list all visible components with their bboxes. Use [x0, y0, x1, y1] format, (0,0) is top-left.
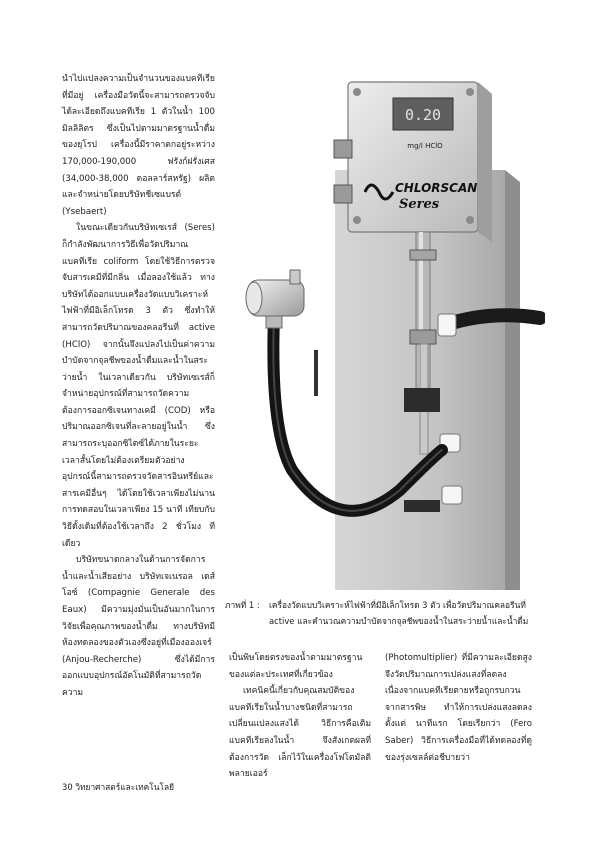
- hose-clamp: [442, 486, 462, 504]
- hose-clamp: [438, 314, 456, 336]
- paragraph: ในขณะเดียวกันบริษัทเซเรส์ (Seres) ก็กำลังพัฒนาการวิธีเพื่อวัดปริมาณแบคทีเรีย coliform โดยใช้วิธีการตรวจจับสารเคมีที่มีกลิ่น เมื่อลองใช้แล้ว ทางบริษัทได้ออกแบบเครื่องวัดแบบวิเคราะห์ไฟฟ้าที่มีอิเล็กโทรด 3 ตัว ซึ่งทำให้สามารถวัดปริมาณของคลอรีนที่ active (HClO) จากนั้นจึงแปลงไปเป็นค่าความบำบัดจากจุลชีพของน้ำดื่มและน้ำในสระว่ายน้ำ ในเวลาเดียวกัน บริษัทเซเรส์ก็จำหน่ายอุปกรณ์ที่สามารถวัดความต้องการออกซิเจนทางเคมี (COD) หรือปริมาณออกซิเจนที่ละลายอยู่ในน้ำ ซึ่งสามารถระบุออกซิไดซ์ได้ภายในระยะเวลาสั้นโดยไม่ต้องเตรียมตัวอย่าง อุปกรณ์นี้สามารถตรวจวัดสารอินทรีย์และสารเคมีอื่นๆ ได้โดยใช้เวลาเพียงไม่นาน การทดสอบในเวลาเพียง 15 นาที เทียบกับวิธีดั้งเดิมที่ต้องใช้เวลาถึง 2 ชั่วโมง ทีเดียว: [62, 223, 215, 549]
- right-text-column: [385, 650, 532, 766]
- tube-fitting: [410, 250, 436, 260]
- left-text-column: [62, 71, 215, 702]
- figure-caption: [225, 598, 545, 629]
- cable-gland: [334, 185, 352, 203]
- caption-label: ภาพที่ 1 :: [225, 600, 260, 610]
- middle-text-column: [229, 650, 371, 783]
- tube-fitting: [410, 330, 436, 344]
- brand-sub: Seres: [399, 197, 440, 212]
- paragraph: (Photomultiplier) ที่มีความละเอียดสูงจึงวัดปริมาณการเปล่งแสงที่ลดลง เนื่องจากแบคทีเรียตายหรือถูกรบกวนจากสารพิษ ทำให้การเปล่งแสงลดลงตั้งแต่ นาทีแรก โดยเรียกว่า (Fero Saber) วิธีการเครื่องมือที่ได้ทดลองที่ดูของรุ่งเซลล์ต่อชีบายว่า: [385, 653, 532, 763]
- ball-valve: [246, 270, 304, 328]
- paragraph: เป็นพิษโดยตรงของน้ำตามมาตรฐานของแต่ละประเทศที่เกี่ยวข้อง: [229, 653, 363, 680]
- chlorscan-device-photo: [230, 70, 545, 590]
- paragraph: บริษัทขนาดกลางในด้านการจัดการน้ำและน้ำเสียอย่าง บริษัทเจเนรอล เดส์ โอซ์ (Compagnie Generale des Eaux) มีความมุ่งมั่นเป็นอันมากในการวิจัยเพื่อคุณภาพของน้ำดื่ม ทางบริษัทมีห้องทดลองของตัวเองซึ่งอยู่ที่เมืองอองเจร์ (Anjou-Recherche) ซึ่งได้มีการออกแบบอุปกรณ์อัตโนมัติที่สามารถวัดความ: [62, 555, 215, 698]
- bracket: [404, 500, 440, 512]
- unit-label: mg/l HClO: [407, 142, 443, 150]
- brand-name: CHLORSCAN: [395, 181, 478, 195]
- bracket: [404, 388, 440, 412]
- page-footer: 30 วิทยาศาสตร์และเทคโนโลยี: [62, 782, 174, 792]
- probe-rod: [314, 350, 318, 396]
- cable-gland: [334, 140, 352, 158]
- caption-text: เครื่องวัดแบบวิเคราะห์ไฟฟ้าที่มีอิเล็กโทรด 3 ตัว เพื่อวัดปริมาณคลอรีนที่ active และคำนวณความบำบัดจากจุลชีพของน้ำในสระว่ายน้ำและน้ำดื่ม: [269, 600, 529, 626]
- paragraph: นำไปแปลงความเป็นจำนวนของแบคทีเรียที่มีอยู่ เครื่องมือวัดนี้จะสามารถตรวจจับได้ละเอียดถึงแบคทีเรีย 1 ตัวในน้ำ 100 มิลลิลิตร ซึ่งเป็นไปตามมาตรฐานน้ำดื่มของยุโรป เครื่องนี้มีราคาตกอยู่ระหว่าง 170,000-190,000 ฟรังก์ฝรั่งเศส (34,000-38,000 ดอลลาร์สหรัฐ) ผลิตและจำหน่ายโดยบริษัทชีเซแบรต์ (Ysebaert): [62, 74, 215, 217]
- display-value: 0.20: [404, 106, 442, 124]
- paragraph: เทคนิคนี้เกี่ยวกับคุณสมบัติของแบคทีเรียในน้ำบางชนิดที่สามารถเปลี่ยนแปลงแสงได้ วิธีการคือเติมแบคทีเรียลงในน้ำ จึงสังเกตผลที่ต้องการวัด เล็กไว้ในเครื่องโฟโตมัลติพลายเออร์: [229, 686, 371, 780]
